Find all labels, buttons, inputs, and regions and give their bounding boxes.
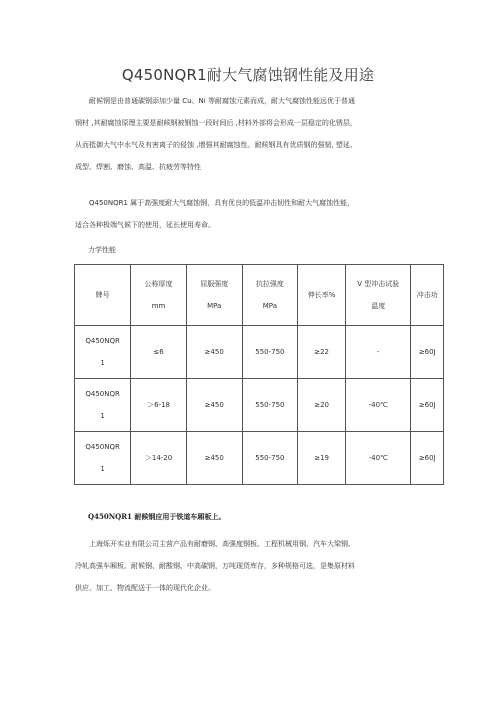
section-label-mechanical: 力学性能 bbox=[88, 246, 116, 254]
cell-grade-part-1: Q450NQR bbox=[85, 390, 120, 398]
header-vnotch-temp: 温度 bbox=[371, 302, 386, 310]
cell-temperature: - bbox=[346, 326, 411, 379]
table-row bbox=[75, 432, 444, 485]
intro-line-2: 钢材 ,其耐腐蚀原理主要是耐候钢被钢蚀一段时间后 ,材料外部将会形成一层稳定的化锈层， bbox=[75, 119, 357, 127]
cell-temperature: -40℃ bbox=[346, 432, 411, 485]
header-vnotch bbox=[346, 265, 411, 326]
company-paragraph bbox=[75, 533, 435, 599]
cell-thickness: ＞6-18 bbox=[131, 379, 187, 432]
cell-grade bbox=[75, 379, 131, 432]
intro-line-4: 成型、焊割、磨蚀、高温、抗疲劳等特性 bbox=[75, 163, 201, 171]
cell-impact: ≥60J bbox=[411, 379, 444, 432]
table-row bbox=[75, 379, 444, 432]
header-vnotch-label: V 型冲击试验 bbox=[357, 280, 400, 288]
company-line-3: 供应、加工、物流配送于一体的现代化企业。 bbox=[75, 584, 215, 592]
cell-elongation: ≥19 bbox=[298, 432, 346, 485]
header-thickness-label: 公称厚度 bbox=[144, 280, 173, 288]
description-paragraph bbox=[75, 192, 435, 236]
header-elongation: 伸长率% bbox=[298, 265, 346, 326]
cell-grade-part-1: Q450NQR bbox=[85, 337, 120, 345]
header-grade: 牌号 bbox=[75, 265, 131, 326]
cell-yield: ≥450 bbox=[186, 432, 242, 485]
header-tensile-unit: MPa bbox=[262, 302, 278, 310]
cell-grade-part-1: Q450NQR bbox=[85, 443, 120, 451]
usage-statement: Q450NQR1 耐候钢应用于铁道车厢板上。 bbox=[88, 512, 226, 521]
cell-elongation: ≥20 bbox=[298, 379, 346, 432]
cell-elongation: ≥22 bbox=[298, 326, 346, 379]
cell-grade-part-2: 1 bbox=[100, 359, 105, 367]
cell-grade bbox=[75, 326, 131, 379]
cell-impact: ≥60J bbox=[411, 326, 444, 379]
cell-yield: ≥450 bbox=[186, 379, 242, 432]
cell-tensile: 550-750 bbox=[242, 432, 298, 485]
table-row bbox=[75, 326, 444, 379]
intro-paragraph bbox=[75, 90, 435, 178]
description-line-1: Q450NQR1 属于高强度耐大气腐蚀钢，具有优良的低温冲击韧性和耐大气腐蚀性能， bbox=[89, 199, 355, 207]
table-header-row bbox=[75, 265, 444, 326]
intro-line-3: 从而抵御大气中水气及有害离子的侵蚀 ,增强其耐腐蚀性。耐候钢具有优质钢的强韧, 塑延、 bbox=[75, 141, 357, 149]
company-line-1: 上海烁开实业有限公司主营产品有耐磨钢、高强度钢板、工程机械用钢、汽车大梁钢、 bbox=[89, 540, 355, 548]
cell-tensile: 550-750 bbox=[242, 326, 298, 379]
header-thickness-unit: mm bbox=[151, 302, 166, 310]
company-line-2: 冷轧高强车厢板、耐候钢、耐酸钢、中高碳钢，万吨现货库存，多种规格可选，是集原材料 bbox=[75, 562, 355, 570]
header-yield bbox=[186, 265, 242, 326]
header-impact: 冲击功 bbox=[411, 265, 444, 326]
document-title: Q450NQR1耐大气腐蚀钢性能及用途 bbox=[121, 66, 375, 84]
cell-grade-part-2: 1 bbox=[100, 465, 105, 473]
cell-temperature: -40℃ bbox=[346, 379, 411, 432]
cell-thickness: ≤6 bbox=[131, 326, 187, 379]
header-tensile-label: 抗拉强度 bbox=[255, 280, 284, 288]
cell-tensile: 550-750 bbox=[242, 379, 298, 432]
header-yield-label: 屈服强度 bbox=[200, 280, 229, 288]
cell-yield: ≥450 bbox=[186, 326, 242, 379]
mechanical-properties-table bbox=[74, 264, 444, 485]
header-yield-unit: MPa bbox=[207, 302, 222, 310]
cell-impact: ≥60J bbox=[411, 432, 444, 485]
intro-line-1: 耐候钢是由普通碳钢添加少量 Cu、Ni 等耐腐蚀元素而成，耐大气腐蚀性能远优于普通 bbox=[89, 97, 355, 105]
header-thickness bbox=[131, 265, 187, 326]
cell-grade-part-2: 1 bbox=[100, 412, 105, 420]
header-tensile bbox=[242, 265, 298, 326]
description-line-2: 适合各种极端气候下的使用，延长使用寿命。 bbox=[75, 221, 215, 229]
cell-thickness: ＞14-20 bbox=[131, 432, 187, 485]
cell-grade bbox=[75, 432, 131, 485]
